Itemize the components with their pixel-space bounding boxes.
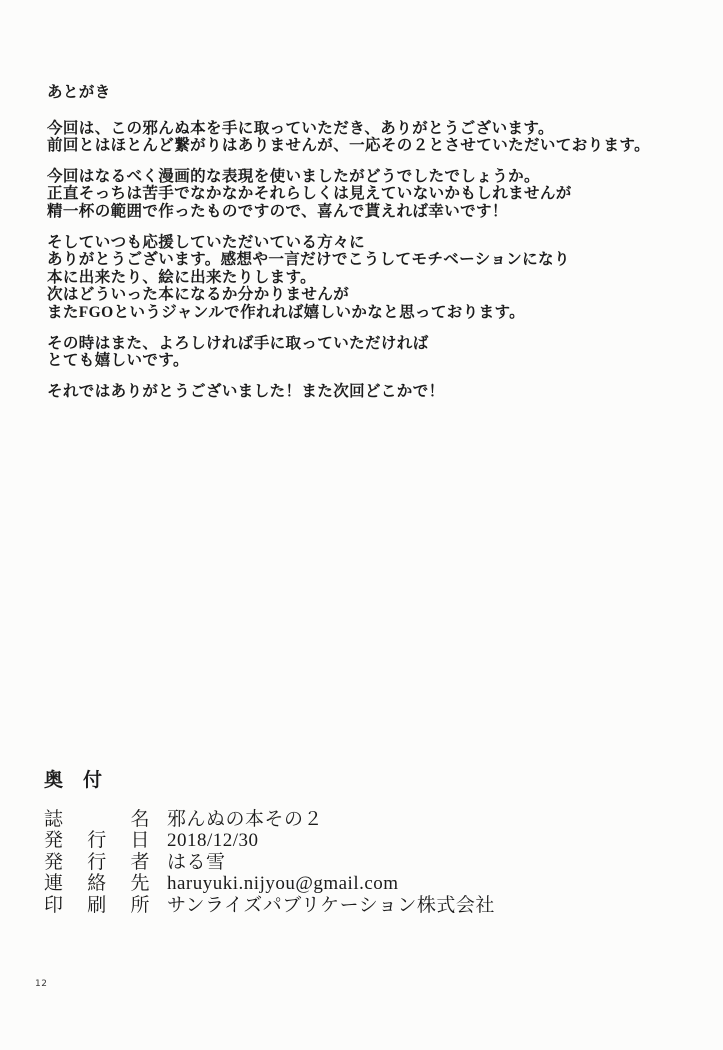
colophon-value-printer: サンライズパブリケーション株式会社 (167, 894, 495, 916)
afterword-paragraph (47, 383, 687, 401)
colophon-title: 奥 付 (44, 770, 103, 791)
text-line: その時はまた、よろしければ手に取っていただければ (47, 334, 429, 352)
afterword-paragraph (47, 234, 687, 322)
text-line: 精一杯の範囲で作ったものですので、喜んで貰えれば幸いです！ (47, 202, 508, 220)
text-line: 今回はなるべく漫画的な表現を使いましたがどうでしたでしょうか。 (47, 167, 540, 185)
text-line: 前回とはほとんど繋がりはありませんが、一応その２とさせていただいております。 (47, 137, 650, 155)
colophon-row-publisher (44, 852, 495, 874)
afterword-paragraph (47, 120, 687, 155)
colophon-row-contact (44, 873, 495, 895)
colophon-section (44, 770, 495, 917)
page-number: 12 (35, 979, 48, 989)
afterword-paragraph (47, 335, 687, 370)
colophon-value-contact-email: haruyuki.nijyou@gmail.com (167, 873, 399, 895)
text-line: とても嬉しいです。 (47, 352, 189, 370)
text-line: またFGOというジャンルで作れれば嬉しいかなと思っております。 (47, 303, 526, 321)
colophon-table (44, 809, 495, 917)
colophon-value-publish-date: 2018/12/30 (167, 830, 259, 852)
text-line: 正直そっちは苦手でなかなかそれらしくは見えていないかもしれませんが (47, 185, 572, 203)
afterword-section (47, 84, 687, 413)
text-line: 今回は、この邪んぬ本を手に取っていただき、ありがとうございます。 (47, 119, 554, 137)
afterword-title: あとがき (47, 84, 111, 101)
colophon-label: 発行者 (44, 851, 150, 873)
colophon-label: 連絡先 (44, 873, 150, 895)
text-line: 次はどういった本になるか分かりませんが (47, 286, 350, 304)
text-line: そしていつも応援していただいている方々に (47, 233, 366, 251)
colophon-label: 印刷所 (44, 894, 150, 916)
text-line: それではありがとうございました！また次回どこかで！ (47, 382, 445, 400)
colophon-label: 誌名 (44, 808, 150, 830)
colophon-value-publisher: はる雪 (167, 851, 226, 873)
text-line: ありがとうございます。感想や一言だけでこうしてモチベーションになり (47, 251, 570, 269)
colophon-row-publish-date (44, 830, 495, 852)
colophon-value-book-title: 邪んぬの本その２ (167, 808, 324, 830)
text-line: 本に出来たり、絵に出来たりします。 (47, 268, 317, 286)
colophon-row-printer (44, 895, 495, 917)
colophon-row-title (44, 809, 495, 831)
colophon-label: 発行日 (44, 830, 150, 852)
afterword-paragraph (47, 168, 687, 221)
